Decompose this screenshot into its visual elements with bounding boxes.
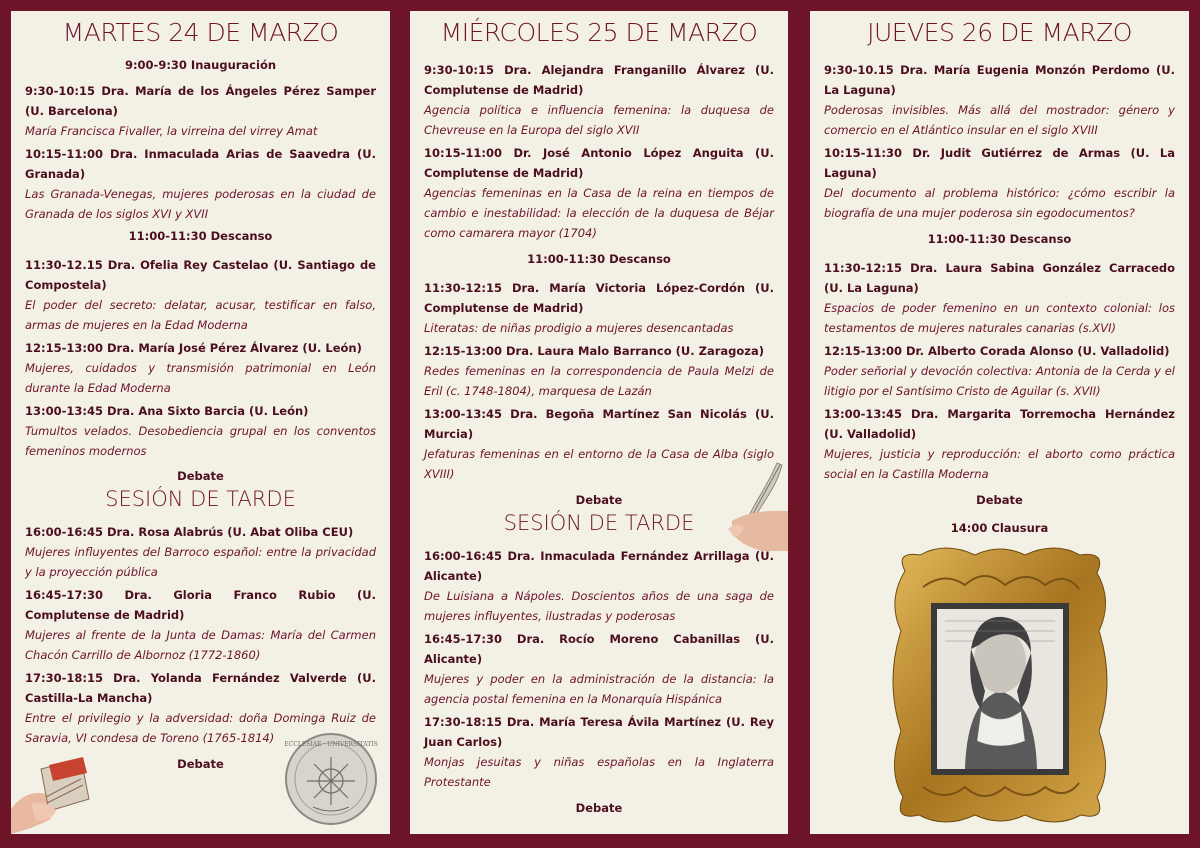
university: U. Abat Oliba CEU <box>232 525 348 539</box>
morning-talks <box>424 60 774 243</box>
speaker-line: 11:30-12:15 Dra. María Victoria López-Cordón (U. Complutense de Madrid) <box>424 281 774 315</box>
talk-time: 10:15-11:30 <box>824 146 902 160</box>
talk-time: 9:30-10:15 <box>424 63 494 77</box>
speaker-line: 11:30-12.15 Dra. Ofelia Rey Castelao (U. Santiago de Compostela) <box>25 258 376 292</box>
university: U. Granada <box>25 147 376 181</box>
speaker-line: 11:30-12:15 Dra. Laura Sabina González Carracedo (U. La Laguna) <box>824 261 1175 295</box>
day-title: MARTES 24 DE MARZO <box>62 18 339 47</box>
talk-entry <box>424 629 774 709</box>
university: U. Rey Juan Carlos <box>424 715 774 749</box>
talk-time: 13:00-13:45 <box>424 407 502 421</box>
speaker-line: 10:15-11:00 Dra. Inmaculada Arias de Saavedra (U. Granada) <box>25 147 376 181</box>
break-label: 11:00-11:30 Descanso <box>927 232 1072 246</box>
talk-time: 11:30-12:15 <box>424 281 502 295</box>
speaker-name: Dra. Margarita Torremocha Hernández <box>910 407 1175 421</box>
university: U. León <box>307 341 357 355</box>
talk-entry <box>824 143 1175 223</box>
talk-entry <box>824 404 1175 484</box>
gilded-portrait-frame <box>885 541 1115 829</box>
talk-time: 16:00-16:45 <box>25 525 103 539</box>
talk-title: El poder del secreto: delatar, acusar, testificar en falso, armas de mujeres en la Edad Moderna <box>25 298 376 332</box>
afternoon-session-title: SESIÓN DE TARDE <box>105 487 296 511</box>
talk-title: María Francisca Fivaller, la virreina del virrey Amat <box>25 124 318 138</box>
university: U. Complutense de Madrid <box>424 281 774 315</box>
talk-title: Literatas: de niñas prodigio a mujeres desencantadas <box>424 321 734 335</box>
university: U. Valladolid <box>1082 344 1165 358</box>
speaker-name: Dra. María Teresa Ávila Martínez <box>506 715 722 729</box>
late-morning-talks <box>824 258 1175 484</box>
university: U. Complutense de Madrid <box>424 63 774 97</box>
speaker-name: Dra. María Eugenia Monzón Perdomo <box>900 63 1150 77</box>
speaker-name: Dra. Begoña Martínez San Nicolás <box>510 407 747 421</box>
talk-time: 10:15-11:00 <box>424 146 502 160</box>
talk-time: 16:00-16:45 <box>424 549 502 563</box>
debate-label-afternoon: Debate <box>177 757 224 771</box>
speaker-line: 16:45-17:30 Dra. Rocío Moreno Cabanillas (U. Alicante) <box>424 632 774 666</box>
speaker-line: 12:15-13:00 Dra. María José Pérez Álvarez (U. León) <box>25 341 362 355</box>
morning-talks <box>824 60 1175 223</box>
talk-time: 16:45-17:30 <box>424 632 502 646</box>
talk-title: Mujeres y poder en la administración de la distancia: la agencia postal femenina en la Monarquía Hispánica <box>424 672 774 706</box>
talk-entry <box>424 546 774 626</box>
speaker-line: 13:00-13:45 Dra. Begoña Martínez San Nicolás (U. Murcia) <box>424 407 774 441</box>
university: U. Castilla-La Mancha <box>25 671 376 705</box>
talk-title: Mujeres, cuidados y transmisión patrimonial en León durante la Edad Moderna <box>25 361 376 395</box>
talk-title: Mujeres, justicia y reproducción: el aborto como práctica social en la Castilla Moderna <box>824 447 1175 481</box>
speaker-line: 17:30-18:15 Dra. María Teresa Ávila Martínez (U. Rey Juan Carlos) <box>424 715 774 749</box>
opening-session: 9:00-9:30 Inauguración <box>124 58 277 72</box>
talk-entry <box>25 338 376 398</box>
debate-label: Debate <box>575 493 623 507</box>
university: U. Santiago de Compostela <box>25 258 376 292</box>
university: U. Murcia <box>424 407 774 441</box>
talk-time: 13:00-13:45 <box>25 404 103 418</box>
speaker-name: Dra. María Victoria López-Cordón <box>511 281 746 295</box>
debate-label: Debate <box>177 469 224 483</box>
university: U. Alicante <box>424 632 774 666</box>
talk-entry <box>25 255 376 335</box>
late-morning-talks <box>424 278 774 484</box>
talk-title: Monjas jesuitas y niñas españolas en la Inglaterra Protestante <box>424 755 774 789</box>
university: U. Alicante <box>424 549 774 583</box>
speaker-line: 9:30-10.15 Dra. María Eugenia Monzón Perdomo (U. La Laguna) <box>824 63 1175 97</box>
panel-tuesday <box>11 11 390 834</box>
panel-thursday <box>810 11 1189 834</box>
talk-title: Mujeres al frente de la Junta de Damas: María del Carmen Chacón Carrillo de Albornoz (1772-1860) <box>25 628 376 662</box>
university: U. La Laguna <box>824 146 1175 180</box>
university: U. La Laguna <box>829 281 914 295</box>
speaker-name: Dr. Judit Gutiérrez de Armas <box>912 146 1121 160</box>
speaker-name: Dra. María de los Ángeles Pérez Samper <box>101 84 376 98</box>
talk-entry <box>424 60 774 140</box>
speaker-line: 9:30-10:15 Dra. Alejandra Franganillo Álvarez (U. Complutense de Madrid) <box>424 63 774 97</box>
speaker-line: 10:15-11:30 Dr. Judit Gutiérrez de Armas (U. La Laguna) <box>824 146 1175 180</box>
talk-time: 17:30-18:15 <box>25 671 103 685</box>
talk-time: 11:30-12.15 <box>25 258 103 272</box>
talk-entry <box>25 144 376 224</box>
talk-time: 10:15-11:00 <box>25 147 103 161</box>
talk-entry <box>824 60 1175 140</box>
university: U. La Laguna <box>824 63 1175 97</box>
talk-title: Redes femeninas en la correspondencia de Paula Melzi de Eril (c. 1748-1804), marquesa de Lazán <box>424 364 774 398</box>
speaker-line: 13:00-13:45 Dra. Ana Sixto Barcia (U. León) <box>25 404 309 418</box>
university: U. Complutense de Madrid <box>25 588 376 622</box>
talk-entry <box>424 143 774 243</box>
talk-time: 9:30-10.15 <box>824 63 894 77</box>
speaker-name: Dra. Inmaculada Arias de Saavedra <box>109 147 351 161</box>
talk-time: 13:00-13:45 <box>824 407 902 421</box>
speaker-name: Dra. Yolanda Fernández Valverde <box>113 671 347 685</box>
talk-title: Agencias femeninas en la Casa de la reina en tiempos de cambio e inestabilidad: la elección de la duquesa de Béjar como camarera mayor (1704) <box>424 186 774 240</box>
talk-time: 12:15-13:00 <box>25 341 103 355</box>
seal-text: ECCLESIAE · UNIVERSITATIS <box>284 741 378 748</box>
talk-title: Entre el privilegio y la adversidad: doña Dominga Ruiz de Saravia, VI condesa de Toreno (1765-1814) <box>25 711 376 745</box>
afternoon-session-title: SESIÓN DE TARDE <box>503 511 695 535</box>
talk-entry <box>25 401 376 461</box>
speaker-name: Dra. Rosa Alabrús <box>107 525 224 539</box>
speaker-line: 16:00-16:45 Dra. Inmaculada Fernández Arrillaga (U. Alicante) <box>424 549 774 583</box>
talk-entry <box>424 404 774 484</box>
talk-entry <box>25 522 376 582</box>
talk-entry <box>25 668 376 748</box>
talk-entry <box>824 258 1175 338</box>
talk-time: 9:30-10:15 <box>25 84 95 98</box>
speaker-line: 13:00-13:45 Dra. Margarita Torremocha Hernández (U. Valladolid) <box>824 407 1175 441</box>
speaker-name: Dra. Alejandra Franganillo Álvarez <box>504 63 745 77</box>
speaker-name: Dr. José Antonio López Anguita <box>513 146 744 160</box>
speaker-line: 10:15-11:00 Dr. José Antonio López Anguita (U. Complutense de Madrid) <box>424 146 774 180</box>
talk-title: Del documento al problema histórico: ¿cómo escribir la biografía de una mujer poderosa sin egodocumentos? <box>824 186 1175 220</box>
talk-entry <box>424 278 774 338</box>
speaker-name: Dr. Alberto Corada Alonso <box>906 344 1074 358</box>
talk-title: Agencia política e influencia femenina: la duquesa de Chevreuse en la Europa del siglo XVII <box>424 103 774 137</box>
talk-time: 12:15-13:00 <box>424 344 502 358</box>
day-title: MIÉRCOLES 25 DE MARZO <box>440 18 758 47</box>
late-morning-talks <box>25 255 376 461</box>
university: U. Barcelona <box>30 104 113 118</box>
break-label: 11:00-11:30 Descanso <box>527 252 671 266</box>
talk-title: De Luisiana a Nápoles. Doscientos años de una saga de mujeres influyentes, ilustradas y poderosas <box>424 589 774 623</box>
speaker-name: Dra. Ana Sixto Barcia <box>107 404 245 418</box>
university: U. Complutense de Madrid <box>424 146 774 180</box>
talk-time: 12:15-13:00 <box>824 344 902 358</box>
talk-entry <box>824 341 1175 401</box>
talk-entry <box>25 585 376 665</box>
speaker-name: Dra. Laura Sabina González Carracedo <box>910 261 1175 275</box>
speaker-name: Dra. Laura Malo Barranco <box>506 344 672 358</box>
university: U. Zaragoza <box>680 344 759 358</box>
talk-entry <box>25 81 376 141</box>
talk-entry <box>424 712 774 792</box>
speaker-name: Dra. Inmaculada Fernández Arrillaga <box>507 549 750 563</box>
talk-title: Poderosas invisibles. Más allá del mostrador: género y comercio en el Atlántico insular en el siglo XVIII <box>824 103 1175 137</box>
debate-label-afternoon: Debate <box>575 801 623 815</box>
talk-time: 11:30-12:15 <box>824 261 902 275</box>
speaker-name: Dra. Gloria Franco Rubio <box>124 588 336 602</box>
speaker-line: 16:00-16:45 Dra. Rosa Alabrús (U. Abat Oliba CEU) <box>25 525 354 539</box>
afternoon-talks <box>25 522 376 748</box>
university: U. Valladolid <box>829 427 911 441</box>
speaker-line: 17:30-18:15 Dra. Yolanda Fernández Valverde (U. Castilla-La Mancha) <box>25 671 376 705</box>
speaker-line: 9:30-10:15 Dra. María de los Ángeles Pérez Samper (U. Barcelona) <box>25 84 376 118</box>
speaker-line: 16:45-17:30 Dra. Gloria Franco Rubio (U. Complutense de Madrid) <box>25 588 376 622</box>
speaker-name: Dra. Rocío Moreno Cabanillas <box>516 632 741 646</box>
afternoon-talks <box>424 546 774 792</box>
speaker-line: 12:15-13:00 Dra. Laura Malo Barranco (U. Zaragoza) <box>424 344 765 358</box>
closing-session: 14:00 Clausura <box>950 521 1049 535</box>
talk-title: Las Granada-Venegas, mujeres poderosas en la ciudad de Granada de los siglos XVI y XVII <box>25 187 376 221</box>
talk-title: Espacios de poder femenino en un contexto colonial: los testamentos de mujeres naturales canarias (s.XVI) <box>824 301 1175 335</box>
day-title: JUEVES 26 DE MARZO <box>867 18 1132 47</box>
talk-title: Jefaturas femeninas en el entorno de la Casa de Alba (siglo XVIII) <box>424 447 774 481</box>
panel-wednesday <box>410 11 788 834</box>
debate-label: Debate <box>976 493 1023 507</box>
break-label: 11:00-11:30 Descanso <box>128 229 273 243</box>
talk-time: 17:30-18:15 <box>424 715 502 729</box>
talk-title: Poder señorial y devoción colectiva: Antonia de la Cerda y el litigio por el Santísimo Cristo de Aguilar (s. XVII) <box>824 364 1175 398</box>
university: U. León <box>254 404 304 418</box>
talk-title: Tumultos velados. Desobediencia grupal en los conventos femeninos modernos <box>25 424 376 458</box>
morning-talks <box>25 81 376 224</box>
talk-entry <box>424 341 774 401</box>
speaker-name: Dra. Ofelia Rey Castelao <box>107 258 269 272</box>
speaker-name: Dra. María José Pérez Álvarez <box>107 341 299 355</box>
talk-time: 16:45-17:30 <box>25 588 103 602</box>
talk-title: Mujeres influyentes del Barroco español: entre la privacidad y la proyección pública <box>25 545 376 579</box>
speaker-line: 12:15-13:00 Dr. Alberto Corada Alonso (U. Valladolid) <box>824 344 1170 358</box>
